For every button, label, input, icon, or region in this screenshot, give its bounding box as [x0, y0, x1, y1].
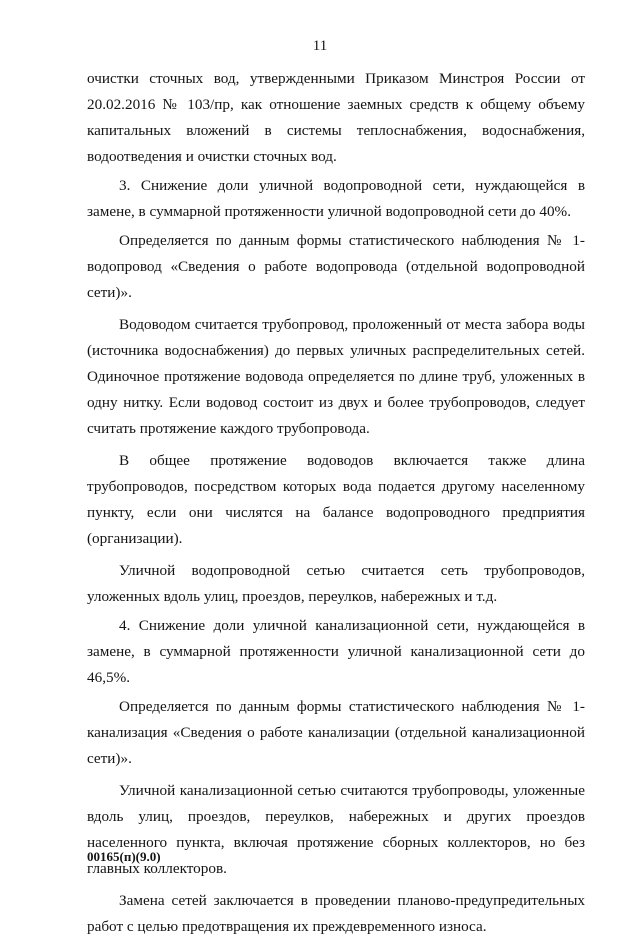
paragraph-definition-sewer: Определяется по данным формы статистического наблюдения № 1-канализация «Сведения о работе канализации (отдельной канализационной сети)».	[87, 698, 585, 767]
paragraph-street-sewer-network: Уличной канализационной сетью считаются трубопроводы, уложенные вдоль улиц, проездов, переулков, набережных и других проездов населенного пункта, включая протяжение сборных коллекторов, но без главных коллекторов.	[87, 782, 585, 877]
page-number: 11	[312, 38, 328, 54]
paragraph-item-3: 3. Снижение доли уличной водопроводной сети, нуждающейся в замене, в суммарной протяженности уличной водопроводной сети до 40%.	[87, 177, 585, 220]
paragraph-item-4: 4. Снижение доли уличной канализационной сети, нуждающейся в замене, в суммарной протяженности уличной канализационной сети до 46,5%.	[87, 617, 585, 686]
document-code: 00165(п)(9.0)	[87, 849, 161, 864]
paragraph-street-water-network: Уличной водопроводной сетью считается сеть трубопроводов, уложенных вдоль улиц, проездов, переулков, набережных и т.д.	[87, 562, 585, 605]
paragraph-water-conduit: Водоводом считается трубопровод, проложенный от места забора воды (источника водоснабжения) до первых уличных распределительных сетей. Одиночное протяжение водовода определяется по длине труб, уложенных в одну нитку. Если водовод состоит из двух и более трубопроводов, следует считать протяжение каждого трубопровода.	[87, 316, 585, 437]
paragraph-continuation: очистки сточных вод, утвержденными Приказом Минстроя России от 20.02.2016 № 103/пр, как отношение заемных средств к общему объему капитальных вложений в системы теплоснабжения, водоснабжения, водоотведения и очистки сточных вод.	[87, 70, 585, 165]
paragraph-definition-water: Определяется по данным формы статистического наблюдения № 1-водопровод «Сведения о работе водопровода (отдельной водопроводной сети)».	[87, 232, 585, 301]
document-body	[87, 66, 585, 940]
paragraph-network-replacement: Замена сетей заключается в проведении планово-предупредительных работ с целью предотвращения их преждевременного износа.	[87, 892, 585, 935]
paragraph-water-conduit-length: В общее протяжение водоводов включается также длина трубопроводов, посредством которых вода подается другому населенному пункту, если они числятся на балансе водопроводного предприятия (организации).	[87, 452, 585, 547]
